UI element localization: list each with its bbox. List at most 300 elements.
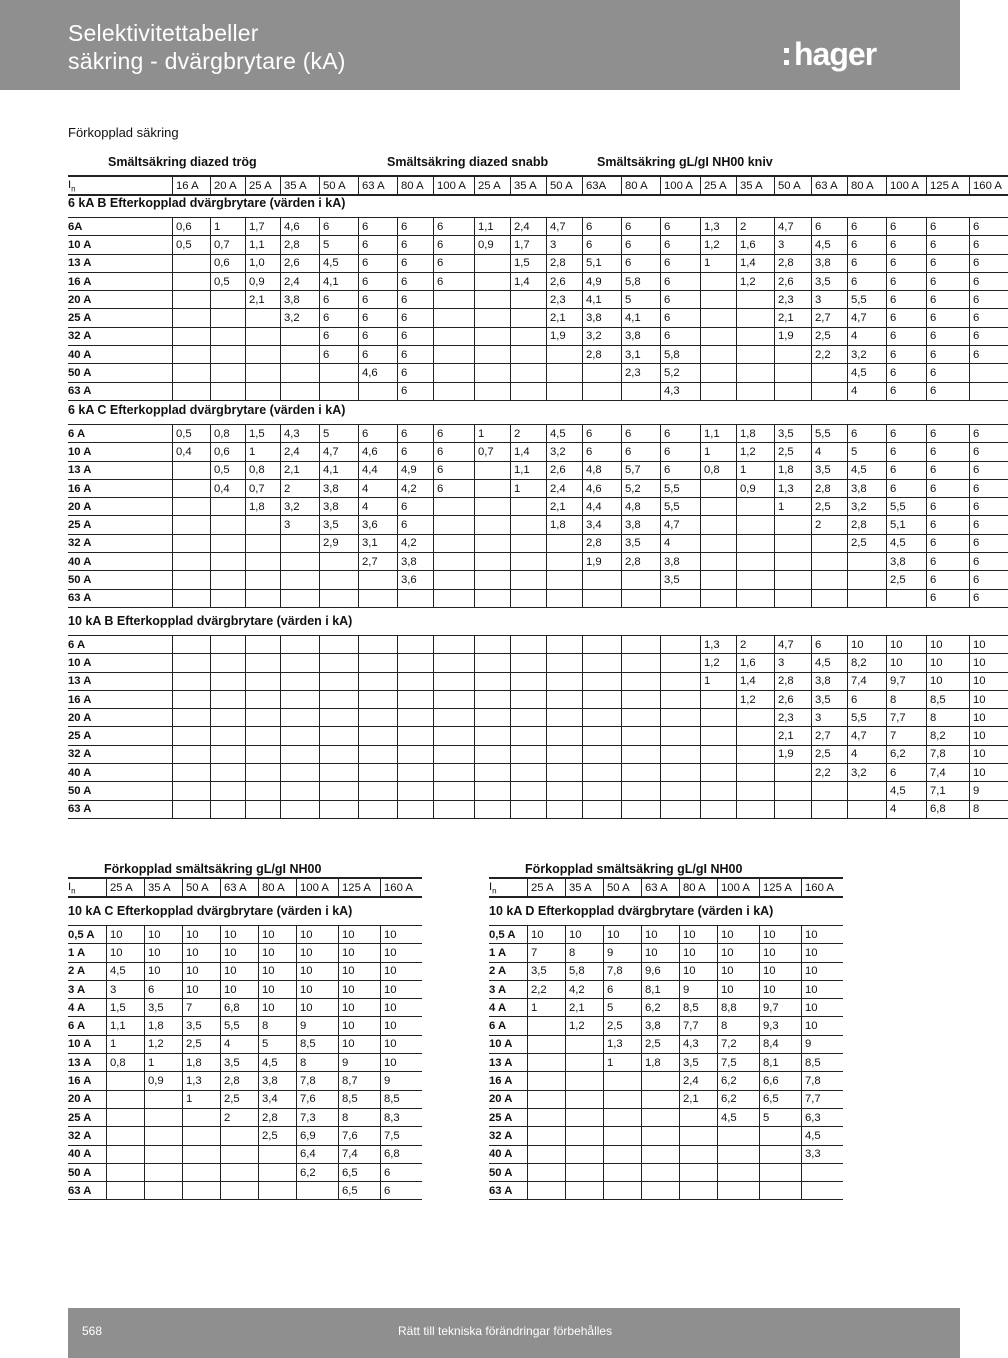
table-row — [68, 218, 1008, 236]
table-cell: 1,9 — [547, 327, 583, 345]
table-cell — [701, 709, 737, 727]
table-cell: 3,3 — [802, 1145, 844, 1163]
table-cell — [604, 1108, 642, 1126]
table-cell — [211, 364, 246, 382]
table-cell: 2 — [737, 636, 775, 654]
table-cell — [566, 1035, 604, 1053]
table-cell — [434, 382, 475, 400]
table-cell: 6 — [970, 589, 1008, 607]
table-cell: 6 — [927, 254, 970, 272]
table-row — [68, 745, 1008, 763]
row-label: 6A — [68, 218, 173, 236]
table-cell — [760, 1163, 802, 1181]
rated-current-row — [68, 878, 422, 897]
table-cell — [475, 764, 511, 782]
table-cell: 3,6 — [398, 571, 434, 589]
fuse-group-header: Smältsäkring diazed trög — [108, 155, 257, 169]
table-cell: 9,7 — [760, 999, 802, 1017]
table-cell — [211, 534, 246, 552]
table-row — [68, 364, 1008, 382]
table-cell: 4,5 — [259, 1054, 297, 1072]
table-cell — [528, 1054, 566, 1072]
table-cell: 2,6 — [281, 254, 320, 272]
table-cell — [320, 727, 359, 745]
table-cell — [107, 1127, 145, 1145]
table-cell — [583, 727, 622, 745]
table-cell — [604, 1090, 642, 1108]
row-label: 20 A — [68, 1090, 107, 1108]
page-footer — [68, 1308, 960, 1358]
table-cell — [583, 654, 622, 672]
table-cell: 5,8 — [622, 272, 661, 290]
table-cell: 9 — [604, 944, 642, 962]
table-cell — [259, 1145, 297, 1163]
row-label: 32 A — [68, 534, 173, 552]
column-header: 63 A — [221, 878, 259, 897]
table-cell — [528, 1090, 566, 1108]
table-cell: 2,1 — [775, 309, 812, 327]
table-cell — [760, 1127, 802, 1145]
table-cell — [511, 800, 547, 818]
table-cell: 4 — [848, 745, 887, 763]
table-cell: 6 — [887, 236, 927, 254]
table-cell: 3,5 — [812, 461, 848, 479]
row-label: 25 A — [489, 1108, 528, 1126]
table-cell: 6 — [970, 498, 1008, 516]
c-curve-table — [68, 925, 422, 1200]
table-cell — [718, 1182, 760, 1200]
table-cell: 6,2 — [642, 999, 680, 1017]
section-title: 6 kA C Efterkopplad dvärgbrytare (värden i kA) — [68, 403, 346, 417]
table-cell — [622, 764, 661, 782]
table-cell — [547, 571, 583, 589]
table-cell: 6,2 — [887, 745, 927, 763]
table-cell: 3,8 — [622, 327, 661, 345]
table-cell: 3,8 — [812, 672, 848, 690]
table-cell: 2,3 — [547, 291, 583, 309]
table-cell — [145, 1090, 183, 1108]
column-header: 35 A — [511, 176, 547, 195]
table-cell: 10 — [802, 1017, 844, 1035]
table-cell — [566, 1145, 604, 1163]
row-label: 32 A — [68, 745, 173, 763]
table-cell — [511, 309, 547, 327]
table-cell: 5 — [848, 443, 887, 461]
table-cell — [211, 382, 246, 400]
table-cell: 0,7 — [475, 443, 511, 461]
table-cell: 3,8 — [398, 553, 434, 571]
table-cell — [173, 534, 211, 552]
table-cell — [281, 364, 320, 382]
table-row — [68, 636, 1008, 654]
table-cell — [583, 745, 622, 763]
table-cell — [173, 364, 211, 382]
table-cell — [718, 1145, 760, 1163]
table-cell — [802, 1182, 844, 1200]
table-cell: 4,4 — [359, 461, 398, 479]
table-cell: 3,8 — [320, 479, 359, 497]
table-cell — [211, 498, 246, 516]
table-cell: 8,4 — [760, 1035, 802, 1053]
table-cell — [680, 1145, 718, 1163]
table-cell — [511, 364, 547, 382]
row-label: 40 A — [489, 1145, 528, 1163]
table-cell — [281, 654, 320, 672]
table-cell — [173, 571, 211, 589]
table-cell: 10 — [642, 926, 680, 944]
table-cell: 1,4 — [511, 443, 547, 461]
table-cell: 8,3 — [381, 1108, 423, 1126]
table-cell: 2 — [737, 218, 775, 236]
in-label: $I_n$ — [68, 176, 173, 195]
table-cell: 8,1 — [760, 1054, 802, 1072]
table-cell: 2,4 — [547, 479, 583, 497]
table-cell: 6 — [970, 443, 1008, 461]
table-cell — [848, 800, 887, 818]
table-cell — [434, 654, 475, 672]
table-cell — [434, 498, 475, 516]
table-cell: 3,5 — [812, 272, 848, 290]
table-cell: 1,8 — [775, 461, 812, 479]
table-cell: 10 — [970, 690, 1008, 708]
table-cell: 1,8 — [145, 1017, 183, 1035]
table-cell: 2,3 — [775, 709, 812, 727]
table-cell: 3,5 — [183, 1017, 221, 1035]
table-cell: 10 — [221, 980, 259, 998]
table-cell — [434, 364, 475, 382]
table-cell: 3,8 — [642, 1017, 680, 1035]
table-cell: 6 — [970, 272, 1008, 290]
table-cell: 5,7 — [622, 461, 661, 479]
table-cell: 3,8 — [848, 479, 887, 497]
table-cell: 10 — [680, 926, 718, 944]
table-cell: 4,9 — [583, 272, 622, 290]
table-cell: 4,1 — [622, 309, 661, 327]
column-header: 100 A — [661, 176, 701, 195]
table-cell: 0,9 — [145, 1072, 183, 1090]
table-cell: 6 — [398, 382, 434, 400]
table-cell: 10 — [802, 926, 844, 944]
table-cell: 2,5 — [812, 745, 848, 763]
table-cell — [622, 690, 661, 708]
table-cell: 4,6 — [359, 443, 398, 461]
table-cell — [970, 364, 1008, 382]
table-cell: 2,3 — [775, 291, 812, 309]
row-label: 1 A — [489, 944, 528, 962]
table-cell: 5,1 — [887, 516, 927, 534]
table-cell — [359, 589, 398, 607]
table-cell: 0,9 — [737, 479, 775, 497]
table-cell: 6 — [887, 461, 927, 479]
table-cell — [281, 553, 320, 571]
section-title: 10 kA D Efterkopplad dvärgbrytare (värden i kA) — [489, 904, 774, 918]
table-cell — [566, 1090, 604, 1108]
table-cell — [718, 1163, 760, 1181]
table-cell: 9 — [297, 1017, 339, 1035]
table-cell: 3 — [812, 291, 848, 309]
table-cell: 2,5 — [812, 498, 848, 516]
table-row — [68, 589, 1008, 607]
table-cell: 5,5 — [812, 425, 848, 443]
table-cell: 6 — [359, 346, 398, 364]
table-cell: 6,9 — [297, 1127, 339, 1145]
table-cell — [701, 589, 737, 607]
table-cell — [812, 800, 848, 818]
table-cell: 1,1 — [246, 236, 281, 254]
table-cell — [246, 327, 281, 345]
table-row — [68, 962, 422, 980]
table-cell — [246, 782, 281, 800]
table-cell: 6 — [887, 364, 927, 382]
table-cell: 2,5 — [259, 1127, 297, 1145]
table-row — [68, 553, 1008, 571]
table-row — [68, 1090, 422, 1108]
table-cell: 4,9 — [398, 461, 434, 479]
table-cell — [583, 782, 622, 800]
table-row — [489, 1054, 843, 1072]
section-title: 10 kA B Efterkopplad dvärgbrytare (värden i kA) — [68, 614, 353, 628]
table-cell — [398, 672, 434, 690]
row-label: 13 A — [68, 254, 173, 272]
table-cell: 2,1 — [680, 1090, 718, 1108]
table-cell: 6 — [848, 690, 887, 708]
table-cell: 5,5 — [887, 498, 927, 516]
table-cell — [221, 1127, 259, 1145]
table-cell: 2,6 — [547, 272, 583, 290]
table-cell — [145, 1163, 183, 1181]
row-label: 6 A — [489, 1017, 528, 1035]
table-cell: 9 — [680, 980, 718, 998]
selectivity-table — [68, 424, 1008, 608]
table-cell — [281, 327, 320, 345]
table-cell: 3,2 — [848, 498, 887, 516]
table-cell: 6,8 — [927, 800, 970, 818]
table-cell — [737, 364, 775, 382]
table-cell — [680, 1182, 718, 1200]
table-cell — [359, 571, 398, 589]
table-cell: 10 — [528, 926, 566, 944]
table-cell — [475, 272, 511, 290]
column-header: 80 A — [259, 878, 297, 897]
table-cell: 10 — [718, 926, 760, 944]
table-cell: 6 — [927, 346, 970, 364]
table-row — [68, 534, 1008, 552]
table-cell — [583, 382, 622, 400]
table-row — [68, 672, 1008, 690]
table-cell — [970, 382, 1008, 400]
table-cell — [173, 709, 211, 727]
table-cell: 4 — [661, 534, 701, 552]
table-cell: 3,2 — [848, 764, 887, 782]
table-cell: 6 — [661, 327, 701, 345]
table-cell — [434, 553, 475, 571]
table-cell: 2,5 — [642, 1035, 680, 1053]
table-cell — [701, 800, 737, 818]
table-cell: 9 — [339, 1054, 381, 1072]
table-cell — [701, 782, 737, 800]
table-cell: 5,8 — [566, 962, 604, 980]
table-row — [68, 1017, 422, 1035]
row-label: 20 A — [68, 291, 173, 309]
table-cell — [737, 553, 775, 571]
table-cell — [359, 745, 398, 763]
table-cell — [775, 589, 812, 607]
table-cell — [511, 727, 547, 745]
table-cell: 3 — [547, 236, 583, 254]
table-cell — [737, 291, 775, 309]
table-cell: 10 — [802, 962, 844, 980]
table-cell: 3,8 — [583, 309, 622, 327]
table-cell: 10 — [718, 980, 760, 998]
table-row — [68, 1072, 422, 1090]
table-cell — [642, 1127, 680, 1145]
table-cell: 6 — [320, 327, 359, 345]
table-cell — [622, 745, 661, 763]
table-cell: 0,8 — [107, 1054, 145, 1072]
table-cell: 4 — [887, 800, 927, 818]
table-cell — [434, 800, 475, 818]
column-header: 35 A — [281, 176, 320, 195]
table-cell — [173, 346, 211, 364]
table-row — [68, 1182, 422, 1200]
table-cell — [281, 571, 320, 589]
table-cell: 2,8 — [775, 254, 812, 272]
d-curve-group-header: Förkopplad smältsäkring gL/gI NH00 — [525, 862, 743, 876]
table-cell: 6 — [848, 236, 887, 254]
table-cell: 0,9 — [475, 236, 511, 254]
table-cell — [259, 1163, 297, 1181]
table-cell: 8,5 — [802, 1054, 844, 1072]
table-cell — [173, 272, 211, 290]
table-cell: 2,1 — [547, 498, 583, 516]
table-cell: 5,2 — [622, 479, 661, 497]
table-cell — [320, 690, 359, 708]
row-label: 25 A — [68, 309, 173, 327]
table-cell: 1,9 — [775, 327, 812, 345]
table-cell: 4,7 — [547, 218, 583, 236]
table-cell — [547, 346, 583, 364]
table-cell — [661, 654, 701, 672]
column-header: 160 A — [970, 176, 1008, 195]
table-cell — [475, 498, 511, 516]
table-cell: 0,5 — [211, 461, 246, 479]
table-cell — [434, 534, 475, 552]
row-label: 6 A — [68, 636, 173, 654]
table-cell — [246, 764, 281, 782]
table-cell — [511, 534, 547, 552]
table-cell: 4,5 — [887, 534, 927, 552]
table-cell — [359, 782, 398, 800]
table-cell: 3 — [775, 236, 812, 254]
table-cell — [183, 1127, 221, 1145]
table-cell — [211, 327, 246, 345]
table-cell: 6,2 — [718, 1072, 760, 1090]
row-label: 16 A — [68, 1072, 107, 1090]
table-cell — [642, 1072, 680, 1090]
row-label: 0,5 A — [489, 926, 528, 944]
table-cell — [398, 745, 434, 763]
column-header: 100 A — [297, 878, 339, 897]
table-cell: 6 — [398, 236, 434, 254]
table-cell — [107, 1182, 145, 1200]
column-header: 50 A — [547, 176, 583, 195]
table-cell — [812, 553, 848, 571]
table-cell: 6 — [359, 272, 398, 290]
table-cell — [737, 516, 775, 534]
table-cell — [737, 727, 775, 745]
table-cell: 2,2 — [812, 346, 848, 364]
table-cell: 2,8 — [622, 553, 661, 571]
table-cell — [583, 672, 622, 690]
table-cell: 1,1 — [107, 1017, 145, 1035]
table-cell — [211, 654, 246, 672]
table-cell — [173, 479, 211, 497]
table-cell — [475, 516, 511, 534]
table-cell: 7,8 — [927, 745, 970, 763]
table-cell: 1,3 — [604, 1035, 642, 1053]
table-cell: 8 — [718, 1017, 760, 1035]
table-cell: 6 — [970, 327, 1008, 345]
table-cell: 6 — [622, 218, 661, 236]
in-label: $I_n$ — [489, 878, 528, 897]
table-cell — [566, 1127, 604, 1145]
row-label: 16 A — [489, 1072, 528, 1090]
row-label: 40 A — [68, 553, 173, 571]
table-cell: 3,6 — [359, 516, 398, 534]
table-cell: 6 — [970, 553, 1008, 571]
table-cell: 6 — [887, 309, 927, 327]
table-cell: 4,2 — [398, 534, 434, 552]
table-cell — [622, 672, 661, 690]
table-cell: 3,8 — [622, 516, 661, 534]
table-cell: 6 — [320, 218, 359, 236]
table-cell — [528, 1145, 566, 1163]
table-cell — [246, 346, 281, 364]
table-cell: 6 — [583, 236, 622, 254]
table-cell — [737, 382, 775, 400]
table-row — [489, 1072, 843, 1090]
table-cell — [359, 727, 398, 745]
column-header: 16 A — [173, 176, 211, 195]
table-cell: 5,8 — [661, 346, 701, 364]
table-cell — [511, 690, 547, 708]
table-cell — [281, 709, 320, 727]
table-cell — [812, 589, 848, 607]
table-cell — [511, 571, 547, 589]
table-cell: 6 — [848, 254, 887, 272]
table-cell — [434, 782, 475, 800]
table-cell: 6 — [661, 443, 701, 461]
table-cell — [320, 764, 359, 782]
row-label: 10 A — [68, 1035, 107, 1053]
table-cell — [281, 764, 320, 782]
table-cell: 1,8 — [183, 1054, 221, 1072]
table-row — [68, 309, 1008, 327]
table-cell: 10 — [339, 999, 381, 1017]
table-cell: 4,6 — [359, 364, 398, 382]
table-cell — [511, 346, 547, 364]
table-cell — [511, 589, 547, 607]
table-cell — [604, 1182, 642, 1200]
table-cell: 1 — [701, 672, 737, 690]
table-row — [68, 498, 1008, 516]
table-cell: 1,2 — [701, 236, 737, 254]
table-row — [68, 1054, 422, 1072]
table-cell: 2 — [281, 479, 320, 497]
table-cell: 2,8 — [281, 236, 320, 254]
table-cell — [701, 534, 737, 552]
table-cell: 0,7 — [211, 236, 246, 254]
